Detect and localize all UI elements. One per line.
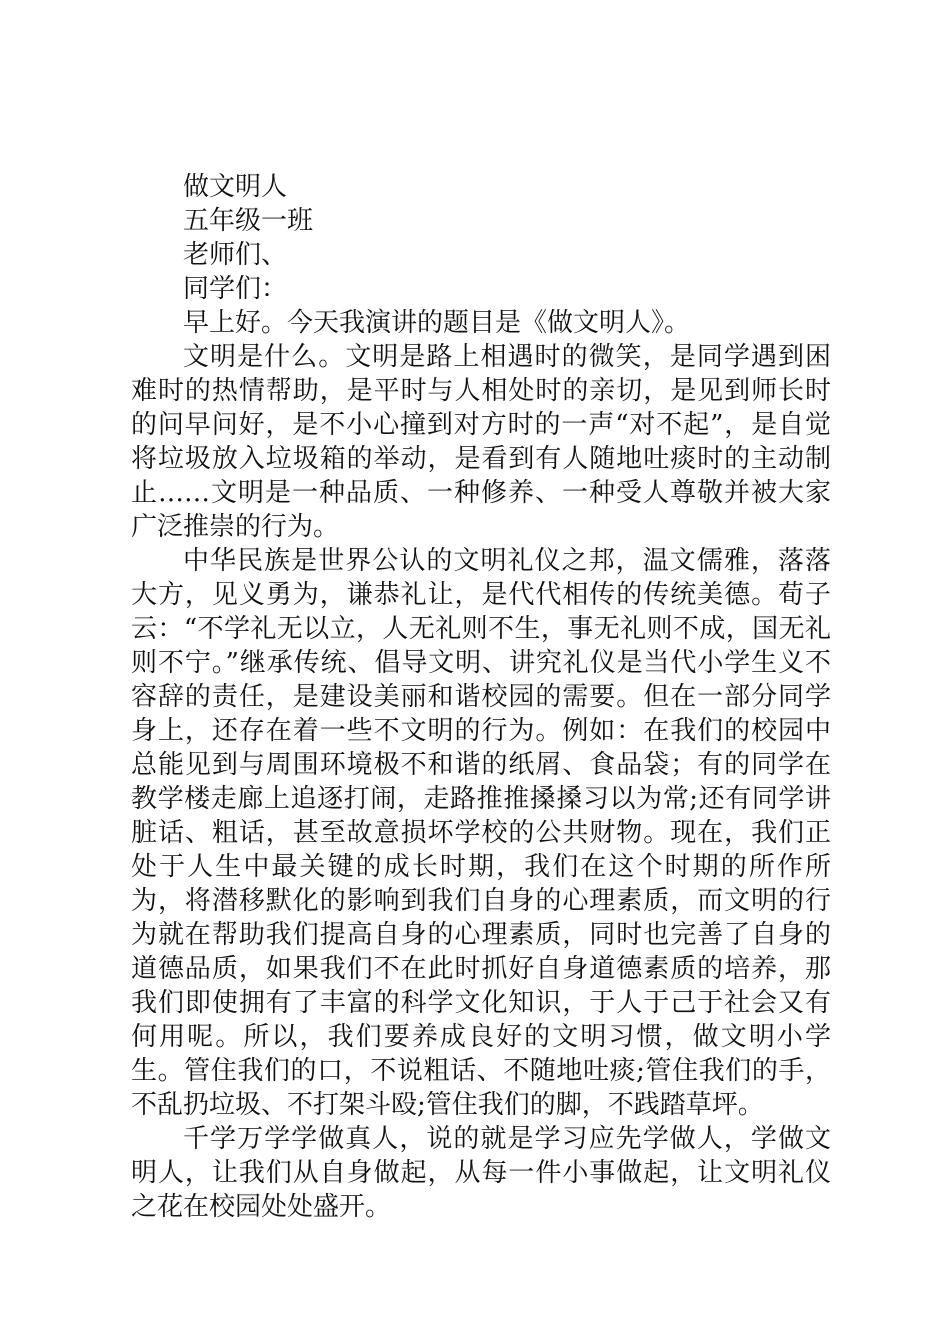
greeting-line-2: 同学们： — [183, 274, 288, 304]
paragraph-closing: 千学万学学做真人，说的就是学习应先学做人，学做文明人，让我们从自身做起，从每一件小事做起，让文明礼仪之花在校园处处盛开。 — [131, 1124, 831, 1222]
paragraph-tradition: 中华民族是世界公认的文明礼仪之邦，温文儒雅，落落大方，见义勇为，谦恭礼让，是代代相传的传统美德。荀子云：“不学礼无以立，人无礼则不生，事无礼则不成，国无礼则不宁。”继承传统、倡导文明、讲究礼仪是当代小学生义不容辞的责任，是建设美丽和谐校园的需要。但在一部分同学身上，还存在着一些不文明的行为。例如：在我们的校园中总能见到与周围环境极不和谐的纸屑、食品袋；有的同学在教学楼走廊上追逐打闹，走路推推搡搡习以为常;还有同学讲脏话、粗话，甚至故意损坏学校的公共财物。现在，我们正处于人生中最关键的成长时期，我们在这个时期的所作所为，将潜移默化的影响到我们自身的心理素质，而文明的行为就在帮助我们提高自身的心理素质，同时也完善了自身的道德品质，如果我们不在此时抓好自身道德素质的培养，那我们即使拥有了丰富的科学文化知识，于人于己于社会又有何用呢。所以，我们要养成良好的文明习惯，做文明小学生。管住我们的口，不说粗话、不随地吐痰;管住我们的手，不乱扔垃圾、不打架斗殴;管住我们的脚，不践踏草坪。 — [131, 546, 831, 1120]
document-body — [131, 170, 831, 1224]
document-author: 五年级一班 — [183, 206, 314, 236]
paragraph-opening: 早上好。今天我演讲的题目是《做文明人》。 — [183, 308, 691, 338]
paragraph-what-is-civility: 文明是什么。文明是路上相遇时的微笑，是同学遇到困难时的热情帮助，是平时与人相处时的亲切，是见到师长时的问早问好，是不小心撞到对方时的一声“对不起”，是自觉将垃圾放入垃圾箱的举动，是看到有人随地吐痰时的主动制止……文明是一种品质、一种修养、一种受人尊敬并被大家广泛推崇的行为。 — [131, 342, 831, 542]
greeting-line-1: 老师们、 — [183, 240, 288, 270]
document-title: 做文明人 — [183, 172, 288, 202]
